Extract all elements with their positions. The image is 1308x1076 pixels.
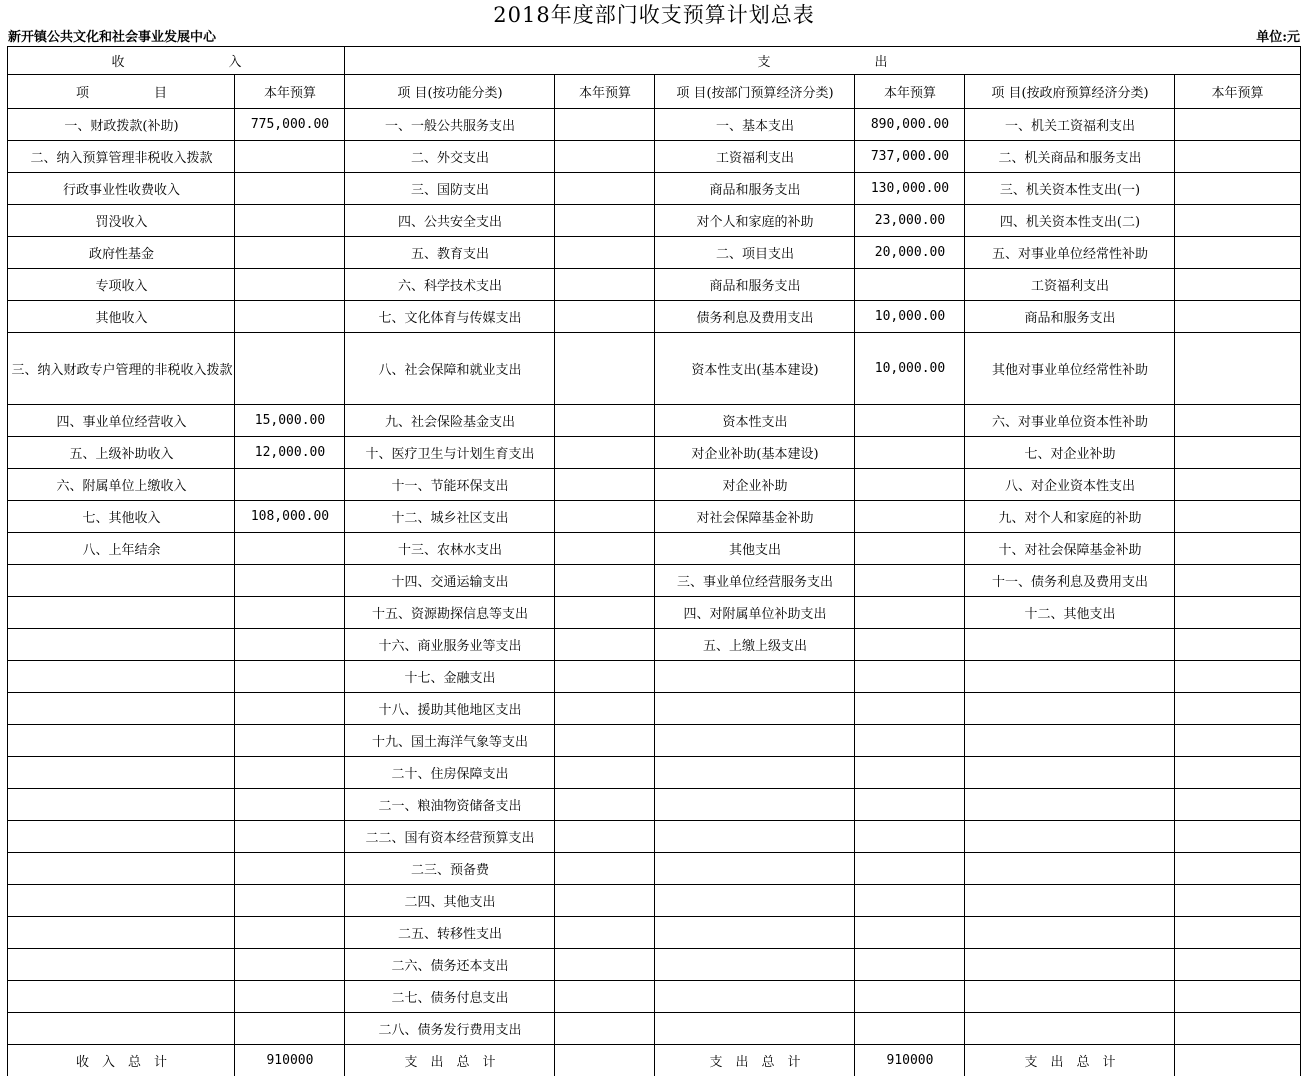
budget-value-cell bbox=[555, 533, 655, 565]
budget-value-cell bbox=[1175, 981, 1300, 1013]
item-label-cell: 工资福利支出 bbox=[965, 269, 1175, 301]
table-row bbox=[8, 597, 1300, 629]
budget-value-cell: 10,000.00 bbox=[855, 301, 965, 333]
budget-value-cell bbox=[235, 981, 345, 1013]
budget-value-cell bbox=[855, 789, 965, 821]
budget-value-cell bbox=[855, 469, 965, 501]
organization-name: 新开镇公共文化和社会事业发展中心 bbox=[8, 30, 217, 45]
budget-value-cell bbox=[1175, 173, 1300, 205]
item-label-cell: 四、公共安全支出 bbox=[345, 205, 555, 237]
budget-value-cell bbox=[235, 629, 345, 661]
item-label-cell: 罚没收入 bbox=[8, 205, 235, 237]
item-label-cell: 一、基本支出 bbox=[655, 109, 855, 141]
budget-value-cell bbox=[1175, 469, 1300, 501]
grand-total-value: 910000 bbox=[235, 1045, 345, 1076]
grand-total-value bbox=[1175, 1045, 1300, 1076]
item-label-cell bbox=[655, 981, 855, 1013]
item-label-cell: 三、纳入财政专户管理的非税收入拨款 bbox=[8, 333, 235, 405]
budget-value-cell bbox=[1175, 629, 1300, 661]
item-label-cell: 六、科学技术支出 bbox=[345, 269, 555, 301]
table-body bbox=[8, 109, 1300, 1076]
budget-value-cell: 12,000.00 bbox=[235, 437, 345, 469]
budget-value-cell bbox=[855, 949, 965, 981]
budget-value-cell bbox=[235, 333, 345, 405]
budget-value-cell bbox=[235, 269, 345, 301]
budget-value-cell bbox=[855, 629, 965, 661]
item-label-cell bbox=[655, 757, 855, 789]
budget-value-cell bbox=[555, 141, 655, 173]
budget-value-cell bbox=[855, 981, 965, 1013]
budget-value-cell bbox=[555, 469, 655, 501]
budget-value-cell: 775,000.00 bbox=[235, 109, 345, 141]
budget-value-cell bbox=[235, 949, 345, 981]
item-label-cell: 二十、住房保障支出 bbox=[345, 757, 555, 789]
budget-value-cell bbox=[1175, 757, 1300, 789]
column-header-gov-econ-budget: 本年预算 bbox=[1175, 75, 1300, 109]
item-label-cell: 八、社会保障和就业支出 bbox=[345, 333, 555, 405]
budget-value-cell bbox=[235, 1013, 345, 1045]
item-label-cell bbox=[8, 821, 235, 853]
table-row bbox=[8, 109, 1300, 141]
table-row bbox=[8, 141, 1300, 173]
budget-value-cell bbox=[855, 853, 965, 885]
item-label-cell: 八、对企业资本性支出 bbox=[965, 469, 1175, 501]
item-label-cell: 二、纳入预算管理非税收入拨款 bbox=[8, 141, 235, 173]
column-header-functional-item: 项 目(按功能分类) bbox=[345, 75, 555, 109]
budget-value-cell bbox=[555, 301, 655, 333]
item-label-cell bbox=[965, 1013, 1175, 1045]
budget-value-cell bbox=[235, 533, 345, 565]
item-label-cell bbox=[655, 725, 855, 757]
budget-value-cell bbox=[855, 269, 965, 301]
budget-value-cell bbox=[235, 205, 345, 237]
table-row bbox=[8, 469, 1300, 501]
budget-value-cell bbox=[855, 565, 965, 597]
table-row bbox=[8, 853, 1300, 885]
table-row bbox=[8, 269, 1300, 301]
item-label-cell: 其他收入 bbox=[8, 301, 235, 333]
budget-value-cell bbox=[235, 757, 345, 789]
budget-value-cell bbox=[855, 437, 965, 469]
budget-value-cell bbox=[555, 269, 655, 301]
budget-value-cell bbox=[855, 533, 965, 565]
item-label-cell bbox=[8, 693, 235, 725]
budget-value-cell bbox=[1175, 917, 1300, 949]
budget-value-cell bbox=[1175, 789, 1300, 821]
item-label-cell bbox=[8, 949, 235, 981]
item-label-cell: 二四、其他支出 bbox=[345, 885, 555, 917]
item-label-cell bbox=[965, 629, 1175, 661]
item-label-cell: 十二、城乡社区支出 bbox=[345, 501, 555, 533]
item-label-cell: 二六、债务还本支出 bbox=[345, 949, 555, 981]
item-label-cell: 九、对个人和家庭的补助 bbox=[965, 501, 1175, 533]
budget-value-cell: 108,000.00 bbox=[235, 501, 345, 533]
expenditure-section-header: 支 出 bbox=[345, 47, 1300, 75]
budget-value-cell bbox=[855, 501, 965, 533]
budget-value-cell bbox=[1175, 693, 1300, 725]
budget-value-cell bbox=[1175, 405, 1300, 437]
item-label-cell: 四、机关资本性支出(二) bbox=[965, 205, 1175, 237]
item-label-cell: 三、事业单位经营服务支出 bbox=[655, 565, 855, 597]
item-label-cell bbox=[965, 693, 1175, 725]
item-label-cell: 商品和服务支出 bbox=[965, 301, 1175, 333]
budget-value-cell: 20,000.00 bbox=[855, 237, 965, 269]
item-label-cell: 六、附属单位上缴收入 bbox=[8, 469, 235, 501]
budget-value-cell bbox=[555, 405, 655, 437]
table-row bbox=[8, 533, 1300, 565]
grand-total-label: 支 出 总 计 bbox=[655, 1045, 855, 1076]
budget-value-cell bbox=[235, 661, 345, 693]
table-row bbox=[8, 565, 1300, 597]
budget-value-cell bbox=[1175, 437, 1300, 469]
item-label-cell bbox=[655, 917, 855, 949]
item-label-cell: 专项收入 bbox=[8, 269, 235, 301]
column-header-revenue-item: 项 目 bbox=[8, 75, 235, 109]
item-label-cell: 一、机关工资福利支出 bbox=[965, 109, 1175, 141]
table-row bbox=[8, 501, 1300, 533]
item-label-cell: 十二、其他支出 bbox=[965, 597, 1175, 629]
budget-value-cell bbox=[235, 917, 345, 949]
item-label-cell: 二八、债务发行费用支出 bbox=[345, 1013, 555, 1045]
item-label-cell: 十一、节能环保支出 bbox=[345, 469, 555, 501]
budget-value-cell bbox=[555, 205, 655, 237]
budget-value-cell bbox=[555, 1013, 655, 1045]
budget-value-cell bbox=[555, 437, 655, 469]
budget-value-cell bbox=[1175, 1013, 1300, 1045]
budget-value-cell bbox=[555, 885, 655, 917]
budget-value-cell: 890,000.00 bbox=[855, 109, 965, 141]
grand-total-label: 收 入 总 计 bbox=[8, 1045, 235, 1076]
item-label-cell bbox=[965, 981, 1175, 1013]
budget-value-cell bbox=[555, 501, 655, 533]
table-row bbox=[8, 725, 1300, 757]
column-header-dept-econ-budget: 本年预算 bbox=[855, 75, 965, 109]
budget-value-cell bbox=[855, 821, 965, 853]
budget-value-cell bbox=[555, 173, 655, 205]
revenue-section-header: 收 入 bbox=[8, 47, 345, 75]
item-label-cell: 四、对附属单位补助支出 bbox=[655, 597, 855, 629]
budget-value-cell bbox=[555, 237, 655, 269]
item-label-cell bbox=[965, 821, 1175, 853]
item-label-cell: 对个人和家庭的补助 bbox=[655, 205, 855, 237]
budget-value-cell bbox=[555, 109, 655, 141]
item-label-cell: 二、机关商品和服务支出 bbox=[965, 141, 1175, 173]
budget-value-cell bbox=[235, 789, 345, 821]
table-row bbox=[8, 437, 1300, 469]
item-label-cell bbox=[965, 661, 1175, 693]
grand-total-value: 910000 bbox=[855, 1045, 965, 1076]
item-label-cell: 一、财政拨款(补助) bbox=[8, 109, 235, 141]
budget-value-cell bbox=[555, 693, 655, 725]
table-row bbox=[8, 757, 1300, 789]
item-label-cell: 商品和服务支出 bbox=[655, 269, 855, 301]
grand-total-label: 支 出 总 计 bbox=[965, 1045, 1175, 1076]
budget-value-cell bbox=[855, 725, 965, 757]
unit-label: 单位:元 bbox=[1256, 30, 1300, 45]
budget-value-cell bbox=[1175, 501, 1300, 533]
item-label-cell bbox=[8, 1013, 235, 1045]
column-header-row bbox=[8, 75, 1300, 109]
budget-value-cell bbox=[555, 629, 655, 661]
item-label-cell: 十九、国土海洋气象等支出 bbox=[345, 725, 555, 757]
item-label-cell: 二、外交支出 bbox=[345, 141, 555, 173]
item-label-cell bbox=[965, 917, 1175, 949]
item-label-cell bbox=[8, 981, 235, 1013]
item-label-cell: 五、教育支出 bbox=[345, 237, 555, 269]
item-label-cell: 九、社会保险基金支出 bbox=[345, 405, 555, 437]
budget-value-cell bbox=[1175, 333, 1300, 405]
item-label-cell: 二三、预备费 bbox=[345, 853, 555, 885]
budget-value-cell bbox=[235, 469, 345, 501]
item-label-cell: 工资福利支出 bbox=[655, 141, 855, 173]
table-row bbox=[8, 1013, 1300, 1045]
budget-value-cell: 737,000.00 bbox=[855, 141, 965, 173]
column-header-functional-budget: 本年预算 bbox=[555, 75, 655, 109]
item-label-cell: 十六、商业服务业等支出 bbox=[345, 629, 555, 661]
budget-value-cell bbox=[235, 885, 345, 917]
budget-value-cell bbox=[555, 949, 655, 981]
item-label-cell: 十三、农林水支出 bbox=[345, 533, 555, 565]
budget-value-cell bbox=[1175, 821, 1300, 853]
item-label-cell bbox=[8, 725, 235, 757]
item-label-cell: 行政事业性收费收入 bbox=[8, 173, 235, 205]
item-label-cell bbox=[8, 661, 235, 693]
budget-value-cell bbox=[855, 405, 965, 437]
budget-value-cell bbox=[1175, 269, 1300, 301]
budget-value-cell bbox=[1175, 661, 1300, 693]
budget-value-cell bbox=[855, 757, 965, 789]
grand-total-row bbox=[8, 1045, 1300, 1076]
budget-value-cell bbox=[1175, 141, 1300, 173]
budget-value-cell bbox=[1175, 565, 1300, 597]
item-label-cell: 二一、粮油物资储备支出 bbox=[345, 789, 555, 821]
item-label-cell: 十八、援助其他地区支出 bbox=[345, 693, 555, 725]
item-label-cell: 二七、债务付息支出 bbox=[345, 981, 555, 1013]
budget-value-cell: 130,000.00 bbox=[855, 173, 965, 205]
item-label-cell: 资本性支出 bbox=[655, 405, 855, 437]
subheader-row bbox=[8, 27, 1300, 46]
table-row bbox=[8, 333, 1300, 405]
item-label-cell: 五、对事业单位经常性补助 bbox=[965, 237, 1175, 269]
item-label-cell bbox=[655, 853, 855, 885]
budget-value-cell bbox=[1175, 301, 1300, 333]
budget-value-cell bbox=[235, 565, 345, 597]
budget-value-cell bbox=[1175, 109, 1300, 141]
table-row bbox=[8, 301, 1300, 333]
table-row bbox=[8, 885, 1300, 917]
item-label-cell: 六、对事业单位资本性补助 bbox=[965, 405, 1175, 437]
item-label-cell: 二二、国有资本经营预算支出 bbox=[345, 821, 555, 853]
budget-value-cell bbox=[1175, 725, 1300, 757]
budget-value-cell bbox=[1175, 533, 1300, 565]
column-header-dept-econ-item: 项 目(按部门预算经济分类) bbox=[655, 75, 855, 109]
item-label-cell: 三、机关资本性支出(一) bbox=[965, 173, 1175, 205]
budget-value-cell bbox=[555, 597, 655, 629]
item-label-cell: 商品和服务支出 bbox=[655, 173, 855, 205]
budget-value-cell bbox=[855, 693, 965, 725]
item-label-cell: 十、对社会保障基金补助 bbox=[965, 533, 1175, 565]
budget-value-cell bbox=[235, 301, 345, 333]
item-label-cell: 五、上级补助收入 bbox=[8, 437, 235, 469]
item-label-cell: 对企业补助 bbox=[655, 469, 855, 501]
item-label-cell bbox=[965, 757, 1175, 789]
table-row bbox=[8, 693, 1300, 725]
budget-value-cell bbox=[555, 821, 655, 853]
budget-value-cell bbox=[235, 597, 345, 629]
budget-value-cell bbox=[235, 237, 345, 269]
item-label-cell: 十、医疗卫生与计划生育支出 bbox=[345, 437, 555, 469]
item-label-cell: 七、其他收入 bbox=[8, 501, 235, 533]
grand-total-value bbox=[555, 1045, 655, 1076]
column-header-revenue-budget: 本年预算 bbox=[235, 75, 345, 109]
item-label-cell: 二五、转移性支出 bbox=[345, 917, 555, 949]
budget-value-cell bbox=[855, 1013, 965, 1045]
table-row bbox=[8, 237, 1300, 269]
budget-value-cell bbox=[1175, 853, 1300, 885]
budget-value-cell bbox=[235, 853, 345, 885]
budget-value-cell: 10,000.00 bbox=[855, 333, 965, 405]
item-label-cell: 十一、债务利息及费用支出 bbox=[965, 565, 1175, 597]
grand-total-label: 支 出 总 计 bbox=[345, 1045, 555, 1076]
item-label-cell bbox=[655, 661, 855, 693]
item-label-cell: 五、上缴上级支出 bbox=[655, 629, 855, 661]
budget-value-cell bbox=[235, 821, 345, 853]
item-label-cell: 债务利息及费用支出 bbox=[655, 301, 855, 333]
item-label-cell bbox=[655, 821, 855, 853]
budget-value-cell bbox=[855, 661, 965, 693]
budget-value-cell bbox=[235, 725, 345, 757]
item-label-cell: 政府性基金 bbox=[8, 237, 235, 269]
budget-table bbox=[7, 46, 1300, 1076]
item-label-cell: 三、国防支出 bbox=[345, 173, 555, 205]
item-label-cell: 其他支出 bbox=[655, 533, 855, 565]
budget-value-cell bbox=[855, 917, 965, 949]
item-label-cell: 八、上年结余 bbox=[8, 533, 235, 565]
item-label-cell bbox=[8, 885, 235, 917]
item-label-cell bbox=[965, 949, 1175, 981]
item-label-cell: 七、文化体育与传媒支出 bbox=[345, 301, 555, 333]
table-row bbox=[8, 917, 1300, 949]
table-row bbox=[8, 205, 1300, 237]
item-label-cell bbox=[655, 1013, 855, 1045]
item-label-cell: 四、事业单位经营收入 bbox=[8, 405, 235, 437]
budget-value-cell bbox=[555, 661, 655, 693]
budget-value-cell bbox=[1175, 205, 1300, 237]
budget-value-cell bbox=[555, 757, 655, 789]
item-label-cell bbox=[8, 789, 235, 821]
item-label-cell bbox=[655, 693, 855, 725]
budget-value-cell: 23,000.00 bbox=[855, 205, 965, 237]
item-label-cell bbox=[8, 629, 235, 661]
budget-value-cell bbox=[855, 597, 965, 629]
item-label-cell: 二、项目支出 bbox=[655, 237, 855, 269]
table-row bbox=[8, 789, 1300, 821]
item-label-cell: 对社会保障基金补助 bbox=[655, 501, 855, 533]
item-label-cell bbox=[965, 725, 1175, 757]
item-label-cell: 十七、金融支出 bbox=[345, 661, 555, 693]
table-row bbox=[8, 173, 1300, 205]
item-label-cell bbox=[655, 789, 855, 821]
item-label-cell bbox=[8, 565, 235, 597]
item-label-cell bbox=[655, 949, 855, 981]
budget-value-cell bbox=[555, 565, 655, 597]
table-row bbox=[8, 981, 1300, 1013]
table-header bbox=[8, 47, 1300, 109]
item-label-cell: 一、一般公共服务支出 bbox=[345, 109, 555, 141]
item-label-cell bbox=[965, 885, 1175, 917]
budget-value-cell bbox=[235, 173, 345, 205]
item-label-cell bbox=[8, 597, 235, 629]
budget-value-cell bbox=[555, 917, 655, 949]
table-row bbox=[8, 661, 1300, 693]
budget-value-cell bbox=[1175, 237, 1300, 269]
item-label-cell bbox=[8, 853, 235, 885]
item-label-cell bbox=[8, 917, 235, 949]
table-row bbox=[8, 405, 1300, 437]
item-label-cell bbox=[8, 757, 235, 789]
budget-value-cell: 15,000.00 bbox=[235, 405, 345, 437]
budget-value-cell bbox=[235, 141, 345, 173]
budget-value-cell bbox=[555, 725, 655, 757]
budget-value-cell bbox=[1175, 885, 1300, 917]
item-label-cell bbox=[965, 853, 1175, 885]
budget-value-cell bbox=[1175, 949, 1300, 981]
section-header-row bbox=[8, 47, 1300, 75]
item-label-cell: 其他对事业单位经常性补助 bbox=[965, 333, 1175, 405]
item-label-cell bbox=[655, 885, 855, 917]
column-header-gov-econ-item: 项 目(按政府预算经济分类) bbox=[965, 75, 1175, 109]
item-label-cell: 十五、资源勘探信息等支出 bbox=[345, 597, 555, 629]
budget-value-cell bbox=[555, 981, 655, 1013]
budget-value-cell bbox=[1175, 597, 1300, 629]
item-label-cell: 资本性支出(基本建设) bbox=[655, 333, 855, 405]
budget-value-cell bbox=[555, 789, 655, 821]
item-label-cell: 十四、交通运输支出 bbox=[345, 565, 555, 597]
item-label-cell bbox=[965, 789, 1175, 821]
table-row bbox=[8, 821, 1300, 853]
table-row bbox=[8, 629, 1300, 661]
budget-value-cell bbox=[555, 333, 655, 405]
item-label-cell: 对企业补助(基本建设) bbox=[655, 437, 855, 469]
table-row bbox=[8, 949, 1300, 981]
budget-value-cell bbox=[235, 693, 345, 725]
budget-value-cell bbox=[855, 885, 965, 917]
page-title: 2018年度部门收支预算计划总表 bbox=[493, 3, 815, 27]
budget-value-cell bbox=[555, 853, 655, 885]
item-label-cell: 七、对企业补助 bbox=[965, 437, 1175, 469]
